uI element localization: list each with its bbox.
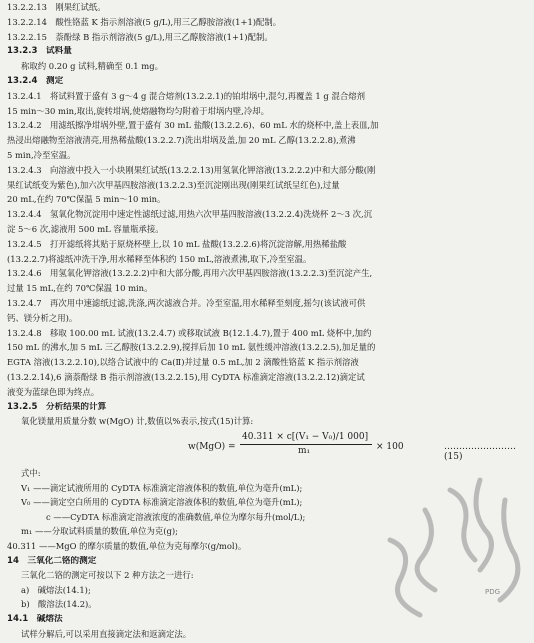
text-line: 13.2.4.2 用滤纸擦净坩埚外壁,置于盛有 30 mL 盐酸(13.2.2.6)、60 mL 水的烧杯中,盖上表皿,加: [7, 120, 379, 131]
text-line: 试样分解后,可以采用直接滴定法和返滴定法。: [21, 628, 192, 639]
formula-numerator: 40.311 × c[(V₁ − V₀)/1 000]: [242, 432, 369, 442]
formula-equation-number: …………………… (15): [444, 442, 516, 462]
text-line: 40.311 ——MgO 的摩尔质量的数值,单位为克每摩尔(g/mol)。: [7, 541, 247, 551]
formula-denominator: m₁: [298, 446, 311, 456]
text-line: 5 min,冷至室温。: [7, 150, 76, 160]
formula-lhs: w(MgO) =: [188, 442, 236, 452]
text-line: 果红试纸变为紫色),加六次甲基四胺溶液(13.2.2.3)至沉淀刚出现(刚果红试纸呈红色),过量: [7, 179, 340, 190]
text-line: 液变为蓝绿色即为终点。: [7, 386, 100, 397]
text-line: 13.2.2.13 刚果红试纸。: [7, 2, 106, 12]
section-heading: 13.2.3 试料量: [7, 46, 72, 57]
text-line: 13.2.4.8 移取 100.00 mL 试液(13.2.4.7) 或移取试液 B(12.1.4.7),置于 400 mL 烧杯中,加约: [7, 327, 372, 338]
text-line: 13.2.4.6 用氢氧化钾溶液(13.2.2.2)中和大部分酸,再用六次甲基四胺溶液(13.2.2.3)至沉淀产生,: [7, 268, 373, 279]
fraction-bar: [240, 444, 372, 445]
text-line: 氧化镁量用质量分数 w(MgO) 计,数值以%表示,按式(15)计算:: [21, 416, 254, 427]
text-line: (13.2.2.7)将滤纸冲洗干净,用水稀释至体积约 150 mL,溶液煮沸,取下,冷至室温。: [7, 253, 312, 264]
text-line: 13.2.4.4 氢氧化物沉淀用中速定性滤纸过滤,用热六次甲基四胺溶液(13.2.2.4)洗烧杯 2～3 次,沉: [7, 209, 373, 220]
text-line: 150 mL 的沸水,加 5 mL 三乙醇胺(13.2.2.9),搅拌后加 10 mL 氨性缓冲溶液(13.2.2.5),加足量的: [7, 342, 376, 353]
text-line: 淀 5～6 次,滤液用 500 mL 容量瓶承接。: [7, 224, 164, 234]
text-line: 13.2.4.1 将试料置于盛有 3 g～4 g 混合熔剂(13.2.2.1)的铂坩埚中,混匀,再覆盖 1 g 混合熔剂: [7, 90, 365, 101]
library-stamp-watermark: [330, 470, 530, 640]
section-heading: 13.2.5 分析结果的计算: [7, 401, 107, 412]
text-line: V₁ ——滴定试液所用的 CyDTA 标准滴定溶液体积的数值,单位为毫升(mL);: [21, 482, 303, 493]
text-line: b) 酸溶法(14.2)。: [21, 599, 97, 610]
section-heading: 14.1 碱熔法: [7, 614, 63, 624]
text-line: (13.2.2.14),6 滴萘酚绿 B 指示剂溶液(13.2.2.15),用 CyDTA 标准滴定溶液(13.2.2.12)滴定试: [7, 372, 365, 382]
text-line: 式中:: [21, 468, 41, 478]
section-heading: 13.2.4 测定: [7, 76, 64, 86]
text-line: 13.2.4.7 再次用中速滤纸过滤,洗涤,两次滤液合并。冷至室温,用水稀释至刻度,摇匀(该试液可供: [7, 298, 366, 308]
text-line: 13.2.2.14 酸性铬蓝 K 指示剂溶液(5 g/L),用三乙醇胺溶液(1+1)配制。: [7, 16, 282, 27]
formula-15: [188, 432, 516, 464]
text-line: a) 碱熔法(14.1);: [21, 584, 91, 595]
text-line: 20 mL,在约 70℃保温 5 min～10 min。: [7, 194, 166, 205]
formula-multiplier: × 100: [376, 442, 404, 452]
text-line: 称取约 0.20 g 试料,精确至 0.1 mg。: [21, 61, 163, 72]
text-line: EGTA 溶液(13.2.2.10),以络合试液中的 Ca(Ⅱ)并过量 0.5 mL,加 2 滴酸性铬蓝 K 指示剂溶液: [7, 357, 359, 368]
text-line: 过量 15 mL,在约 70℃保温 10 min。: [7, 283, 153, 294]
text-line: V₀ ——滴定空白所用的 CyDTA 标准滴定溶液体积的数值,单位为毫升(mL);: [21, 497, 303, 508]
text-line: 15 min～30 min,取出,旋转坩埚,使熔融物均匀附着于坩埚内壁,冷却。: [7, 105, 269, 116]
text-line: 13.2.4.5 打开滤纸将其贴于原烧杯壁上,以 10 mL 盐酸(13.2.2.6)将沉淀溶解,用热稀盐酸: [7, 238, 347, 249]
text-line: m₁ ——分取试料质量的数值,单位为克(g);: [21, 526, 178, 537]
section-heading: 14 三氧化二铬的测定: [7, 555, 97, 566]
text-line: c ——CyDTA 标准滴定溶液浓度的准确数值,单位为摩尔每升(mol/L);: [46, 511, 306, 522]
text-line: 13.2.2.15 萘酚绿 B 指示剂溶液(5 g/L),用三乙醇胺溶液(1+1)配制。: [7, 31, 273, 42]
text-line: 热浸出熔融物至溶液清亮,用热稀盐酸(13.2.2.7)洗出坩埚及盖,加 20 mL 乙醇(13.2.2.8),煮沸: [7, 135, 356, 146]
text-line: 13.2.4.3 向溶液中投入一小块刚果红试纸(13.2.2.13)用氢氧化钾溶液(13.2.2.2)中和大部分酸(刚: [7, 164, 376, 175]
text-line: 三氧化二铬的测定可按以下 2 种方法之一进行:: [21, 570, 194, 581]
watermark-label: PDG: [485, 588, 501, 596]
text-line: 钙、镁分析之用)。: [7, 312, 78, 323]
